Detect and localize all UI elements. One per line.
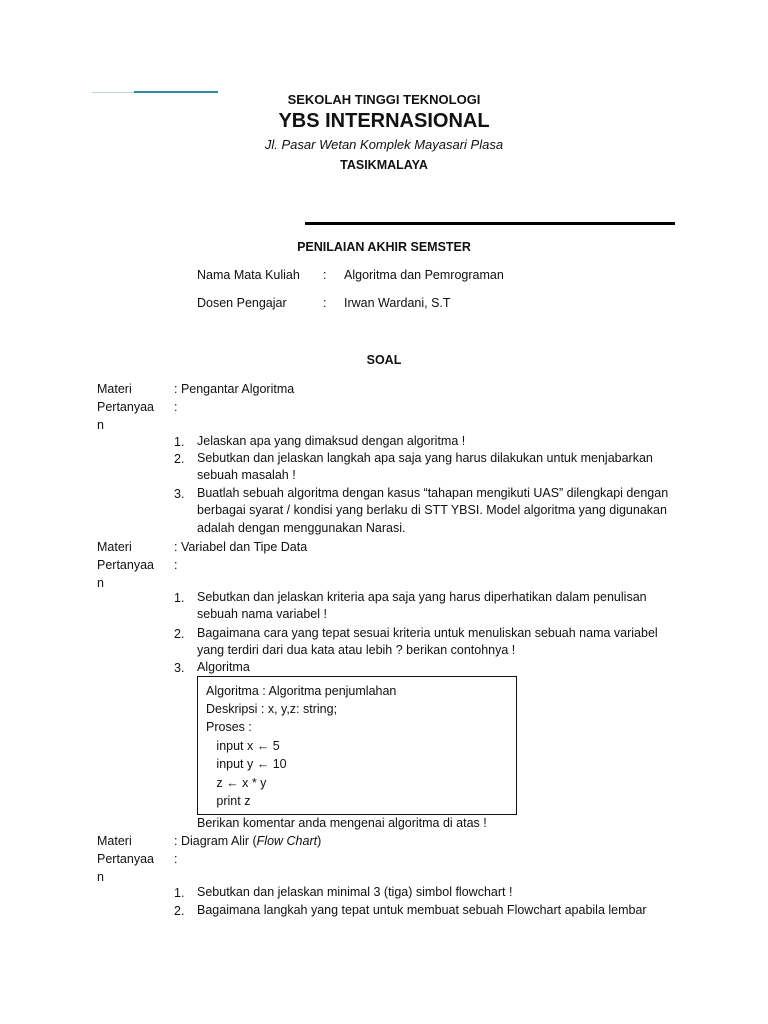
algorithm-line: input y ← 10 <box>206 757 287 771</box>
s2-q2-text: Bagaimana cara yang tepat sesuai kriteria untuk menuliskan sebuah nama variabel <box>197 626 658 640</box>
s2-q3-text: Algoritma <box>197 660 250 674</box>
algorithm-line: Deskripsi : x, y,z: string; <box>206 702 338 716</box>
s2-q2-text-cont: yang terdiri dari dua kata atau lebih ? berikan contohnya ! <box>197 643 516 657</box>
algorithm-line: z ← x * y <box>206 776 267 790</box>
section2-pertanyaan-colon: : <box>174 558 178 572</box>
institution-type: SEKOLAH TINGGI TEKNOLOGI <box>287 92 481 107</box>
section1-pertanyaan-label: Pertanyaa <box>97 400 154 414</box>
section2-pertanyaan-label-wrap: n <box>97 576 104 590</box>
section3-materi-suffix: ) <box>317 834 322 848</box>
s1-q3-text: Buatlah sebuah algoritma dengan kasus “tahapan mengikuti UAS” dilengkapi dengan <box>197 486 669 500</box>
algorithm-line: Algoritma : Algoritma penjumlahan <box>206 684 397 698</box>
section1-materi-value: : Pengantar Algoritma <box>174 382 295 396</box>
lecturer-value: Irwan Wardani, S.T <box>344 296 451 310</box>
header-divider <box>305 222 675 225</box>
algorithm-line: input x ← 5 <box>206 739 280 753</box>
exam-title: PENILAIAN AKHIR SEMSTER <box>297 240 471 254</box>
s1-q3-text-cont1: berbagai syarat / kondisi yang berlaku di STT YBSI. Model algoritma yang digunakan <box>197 503 667 517</box>
algorithm-line: print z <box>206 794 251 808</box>
s1-q1-text: Jelaskan apa yang dimaksud dengan algoritma ! <box>197 434 466 448</box>
s1-q2-text: Sebutkan dan jelaskan langkah apa saja yang harus dilakukan untuk menjabarkan <box>197 451 653 465</box>
section2-pertanyaan-label: Pertanyaa <box>97 558 154 572</box>
s2-q2-number: 2. <box>174 627 185 641</box>
s3-q1-number: 1. <box>174 886 185 900</box>
algorithm-line: Proses : <box>206 720 252 734</box>
institution-city: TASIKMALAYA <box>340 158 428 172</box>
s2-q3-number: 3. <box>174 661 185 675</box>
section3-materi-value <box>174 832 694 850</box>
lecturer-label: Dosen Pengajar <box>197 296 287 310</box>
institution-address: Jl. Pasar Wetan Komplek Mayasari Plasa <box>264 137 504 152</box>
course-name-colon: : <box>323 268 327 282</box>
soal-heading: SOAL <box>366 353 402 367</box>
s2-after-box-text: Berikan komentar anda mengenai algoritma di atas ! <box>197 816 487 830</box>
s3-q2-text: Bagaimana langkah yang tepat untuk membuat sebuah Flowchart apabila lembar <box>197 903 647 917</box>
section2-materi-value: : Variabel dan Tipe Data <box>174 540 308 554</box>
section3-materi-label: Materi <box>97 834 132 848</box>
section3-materi-prefix: : Diagram Alir ( <box>174 834 257 848</box>
institution-name: YBS INTERNASIONAL <box>278 110 490 132</box>
s1-q2-number: 2. <box>174 452 185 466</box>
course-name-label: Nama Mata Kuliah <box>197 268 300 282</box>
section1-pertanyaan-colon: : <box>174 400 178 414</box>
s3-q2-number: 2. <box>174 904 185 918</box>
algorithm-box <box>197 676 517 815</box>
section3-pertanyaan-label: Pertanyaa <box>97 852 154 866</box>
section3-pertanyaan-colon: : <box>174 852 178 866</box>
section1-materi-label: Materi <box>97 382 132 396</box>
s1-q3-number: 3. <box>174 487 185 501</box>
s3-q1-text: Sebutkan dan jelaskan minimal 3 (tiga) simbol flowchart ! <box>197 885 513 899</box>
section3-pertanyaan-label-wrap: n <box>97 870 104 884</box>
s1-q3-text-cont2: adalah dengan menggunakan Narasi. <box>197 521 406 535</box>
section3-materi-italic: Flow Chart <box>256 834 318 848</box>
s2-q1-number: 1. <box>174 591 185 605</box>
s2-q1-text: Sebutkan dan jelaskan kriteria apa saja yang harus diperhatikan dalam penulisan <box>197 590 647 604</box>
s2-q1-text-cont: sebuah nama variabel ! <box>197 607 327 621</box>
lecturer-colon: : <box>323 296 327 310</box>
s1-q2-text-cont: sebuah masalah ! <box>197 468 296 482</box>
s1-q1-number: 1. <box>174 435 185 449</box>
course-name-value: Algoritma dan Pemrograman <box>344 268 504 282</box>
section2-materi-label: Materi <box>97 540 132 554</box>
section1-pertanyaan-label-wrap: n <box>97 418 104 432</box>
